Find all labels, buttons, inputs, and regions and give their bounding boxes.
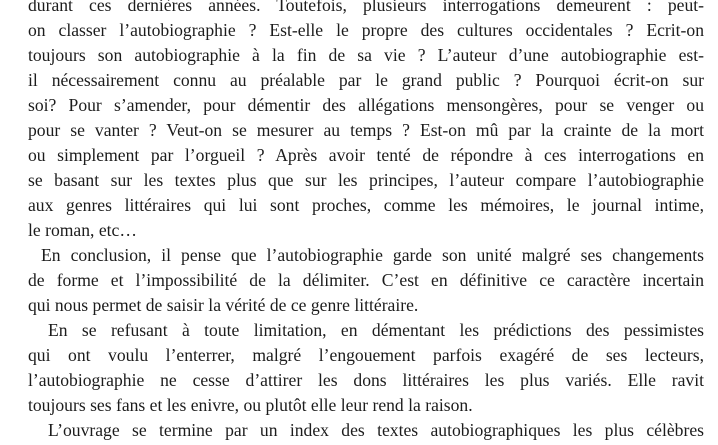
text-line: soi? Pour s’amender, pour démentir des allégations mensongères, pour se venger ou: [28, 95, 704, 115]
text-line: aux genres littéraires qui lui sont proches, comme les mémoires, le journal intime,: [28, 195, 704, 215]
text-line: qui ont voulu l’enterrer, malgré l’engouement parfois exagéré de ses lecteurs,: [28, 345, 704, 365]
text-line: il nécessairement connu au préalable par le grand public ? Pourquoi écrit-on sur: [28, 70, 704, 90]
paragraph-first-line: L’ouvrage se termine par un index des textes autobiographiques les plus célèbres: [48, 420, 704, 440]
text-line: durant ces dernières années. Toutefois, plusieurs interrogations demeurent : peut-: [28, 0, 704, 15]
text-line: qui nous permet de saisir la vérité de ce genre littéraire.: [28, 295, 419, 315]
text-line: on classer l’autobiographie ? Est-elle le propre des cultures occidentales ? Ecrit-on: [28, 20, 704, 40]
paragraph-first-line: En conclusion, il pense que l’autobiographie garde son unité malgré ses changements: [41, 245, 704, 265]
text-line: de forme et l’impossibilité de la délimiter. C’est en définitive ce caractère incertain: [28, 270, 704, 290]
text-line: le roman, etc…: [28, 220, 137, 240]
text-line: toujours ses fans et les enivre, ou plutôt elle leur rend la raison.: [28, 395, 473, 415]
text-line: ou simplement par l’orgueil ? Après avoir tenté de répondre à ces interrogations en: [28, 145, 704, 165]
text-line: toujours son autobiographie à la fin de sa vie ? L’auteur d’une autobiographie est-: [28, 45, 704, 65]
paragraph-first-line: En se refusant à toute limitation, en démentant les prédictions des pessimistes: [48, 320, 704, 340]
text-line: pour se vanter ? Veut-on se mesurer au temps ? Est-on mû par la crainte de la mort: [28, 120, 704, 140]
text-line: l’autobiographie ne cesse d’attirer les dons littéraires les plus variés. Elle ravit: [28, 370, 704, 390]
text-line: se basant sur les textes plus que sur les principes, l’auteur compare l’autobiographie: [28, 170, 704, 190]
